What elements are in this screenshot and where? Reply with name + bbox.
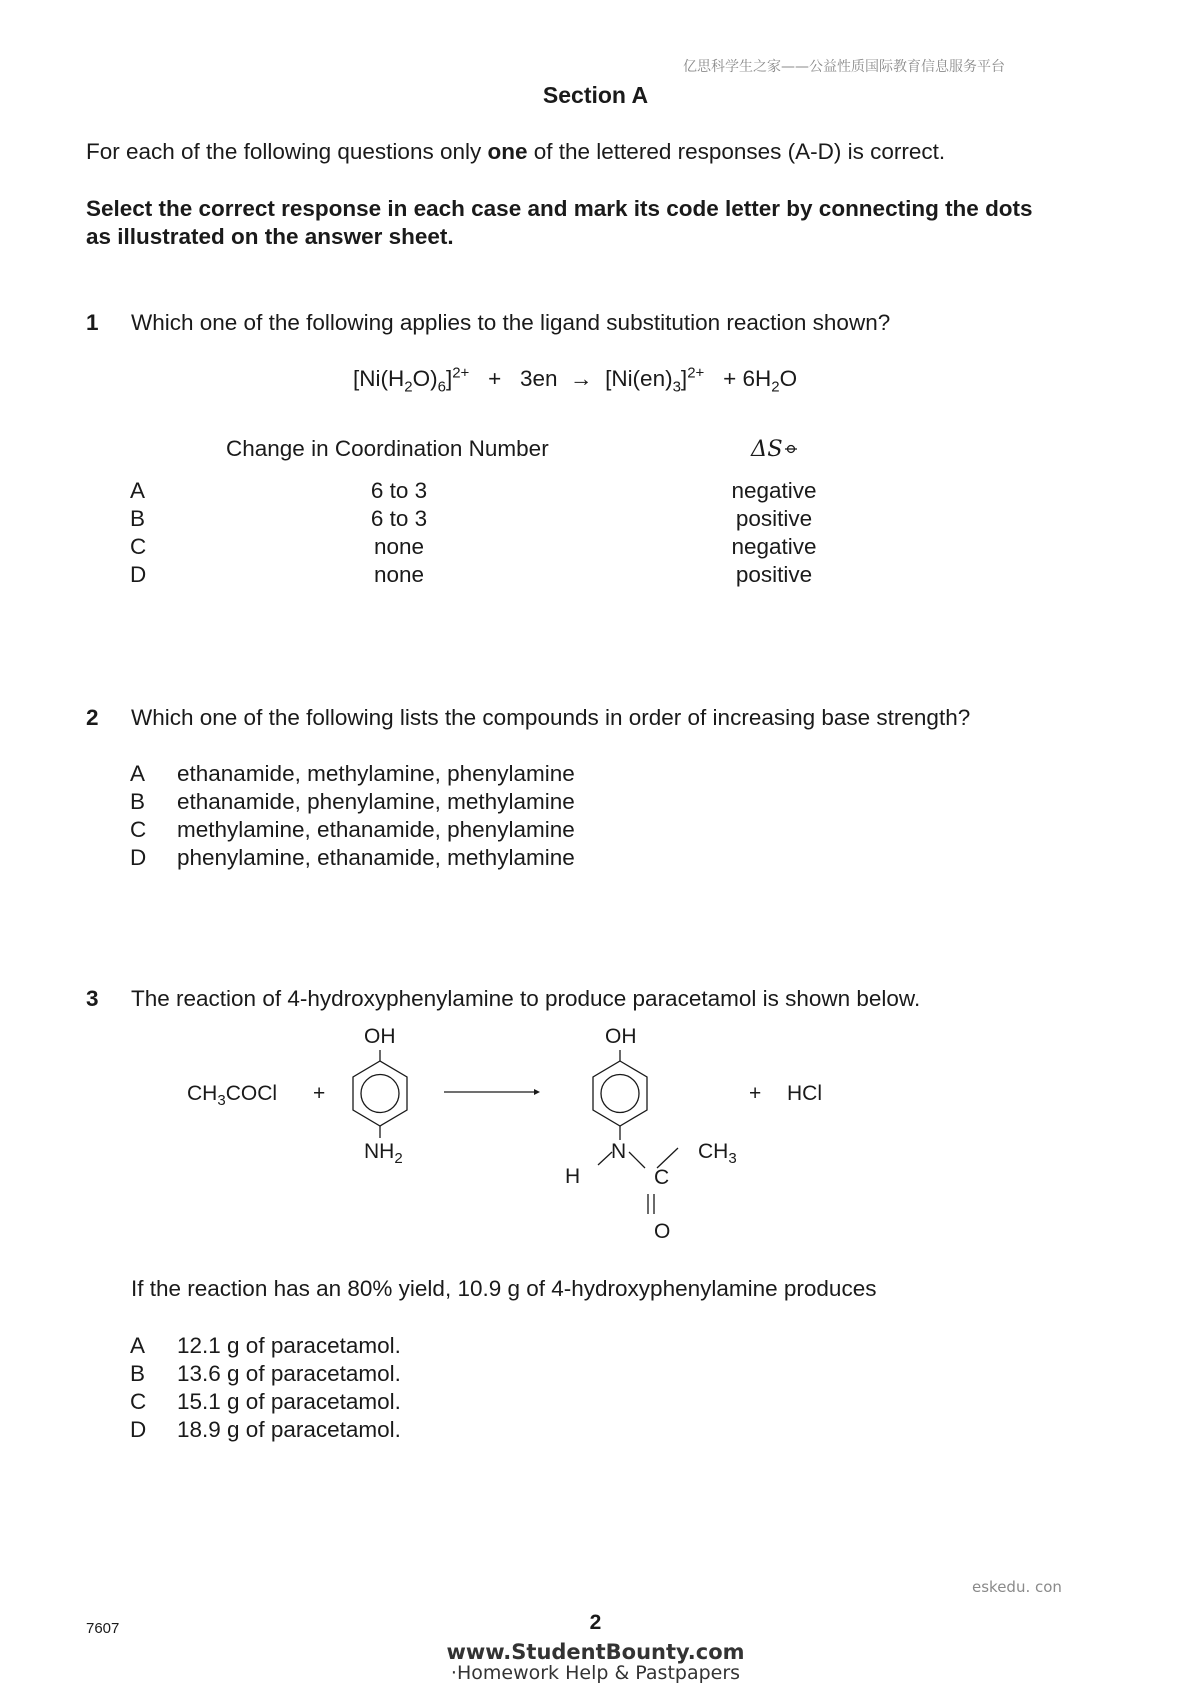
hydroxyl-label: OH — [605, 1025, 637, 1048]
coordination-column-header: Change in Coordination Number — [226, 436, 549, 461]
intro-text: For each of the following questions only one of the lettered responses (A-D) is correct. — [86, 139, 946, 164]
option-letter: B — [130, 789, 146, 814]
methyl-label: $CH_3$ — [698, 1140, 737, 1168]
coordination-change: none — [373, 562, 425, 587]
option-text: ethanamide, phenylamine, methylamine — [177, 789, 575, 814]
amine-label: $NH_2$ — [364, 1140, 403, 1168]
plus-sign: + — [749, 1082, 762, 1105]
reaction-arrow-icon — [444, 1086, 540, 1098]
nitrogen-label: N — [611, 1140, 627, 1163]
option-letter: A — [130, 1333, 146, 1358]
question-number: 2 — [86, 705, 99, 730]
entropy-column-header: ΔS — [751, 436, 798, 462]
watermark-bottom: eskedu. con — [972, 1578, 1062, 1596]
option-letter: C — [130, 817, 147, 842]
option-text: 18.9 g of paracetamol. — [177, 1417, 401, 1442]
option-letter: A — [130, 761, 146, 786]
benzene-ring-icon — [340, 1050, 420, 1142]
option-letter: D — [130, 845, 147, 870]
page-code: 7607 — [86, 1620, 120, 1637]
footer-tagline: ·Homework Help & Pastpapers — [450, 1662, 741, 1684]
acyl-chloride-formula: $CH_3COCl$ — [187, 1082, 278, 1110]
question-text: Which one of the following applies to the ligand substitution reaction shown? — [131, 310, 891, 335]
coordination-change: 6 to 3 — [370, 478, 428, 503]
question-number: 1 — [86, 310, 99, 335]
option-letter: A — [130, 478, 146, 503]
page-number: 2 — [589, 1611, 602, 1634]
option-letter: B — [130, 1361, 146, 1386]
entropy-change: positive — [735, 562, 813, 587]
footer-site-link[interactable]: www.StudentBounty.com — [446, 1640, 745, 1664]
option-text: phenylamine, ethanamide, methylamine — [177, 845, 575, 870]
option-text: 12.1 g of paracetamol. — [177, 1333, 401, 1358]
option-text: 15.1 g of paracetamol. — [177, 1389, 401, 1414]
question-text-continued: If the reaction has an 80% yield, 10.9 g of 4-hydroxyphenylamine produces — [131, 1276, 877, 1301]
instruction-line-1: Select the correct response in each case and mark its code letter by connecting the dots — [86, 196, 1033, 221]
option-text: 13.6 g of paracetamol. — [177, 1361, 401, 1386]
question-text: The reaction of 4-hydroxyphenylamine to produce paracetamol is shown below. — [131, 986, 921, 1011]
entropy-change: positive — [735, 506, 813, 531]
instruction-line-2: as illustrated on the answer sheet. — [86, 224, 454, 249]
coordination-change: 6 to 3 — [370, 506, 428, 531]
option-letter: B — [130, 506, 146, 531]
carbon-label: C — [654, 1166, 670, 1189]
option-letter: D — [130, 1417, 147, 1442]
hydroxyl-label: OH — [364, 1025, 396, 1048]
standard-state-symbol — [784, 436, 798, 450]
ligand-equation: $[Ni(H_2O)_6]^{2+}$ + $3en \to [Ni(en)_3]^{2+}$ + $6H_2O$ — [353, 364, 798, 396]
watermark-top: 亿思科学生之家——公益性质国际教育信息服务平台 — [683, 59, 1005, 75]
coordination-change: none — [373, 534, 425, 559]
entropy-change: negative — [731, 534, 817, 559]
question-number: 3 — [86, 986, 99, 1011]
hydrogen-label: H — [565, 1165, 581, 1188]
entropy-change: negative — [731, 478, 817, 503]
option-text: ethanamide, methylamine, phenylamine — [177, 761, 575, 786]
section-title: Section A — [542, 82, 649, 108]
hcl-formula: HCl — [787, 1082, 822, 1105]
oxygen-label: O — [654, 1220, 671, 1243]
option-letter: C — [130, 1389, 147, 1414]
option-text: methylamine, ethanamide, phenylamine — [177, 817, 575, 842]
question-text: Which one of the following lists the compounds in order of increasing base strength? — [131, 705, 971, 730]
plus-sign: + — [313, 1082, 326, 1105]
option-letter: C — [130, 534, 147, 559]
option-letter: D — [130, 562, 147, 587]
